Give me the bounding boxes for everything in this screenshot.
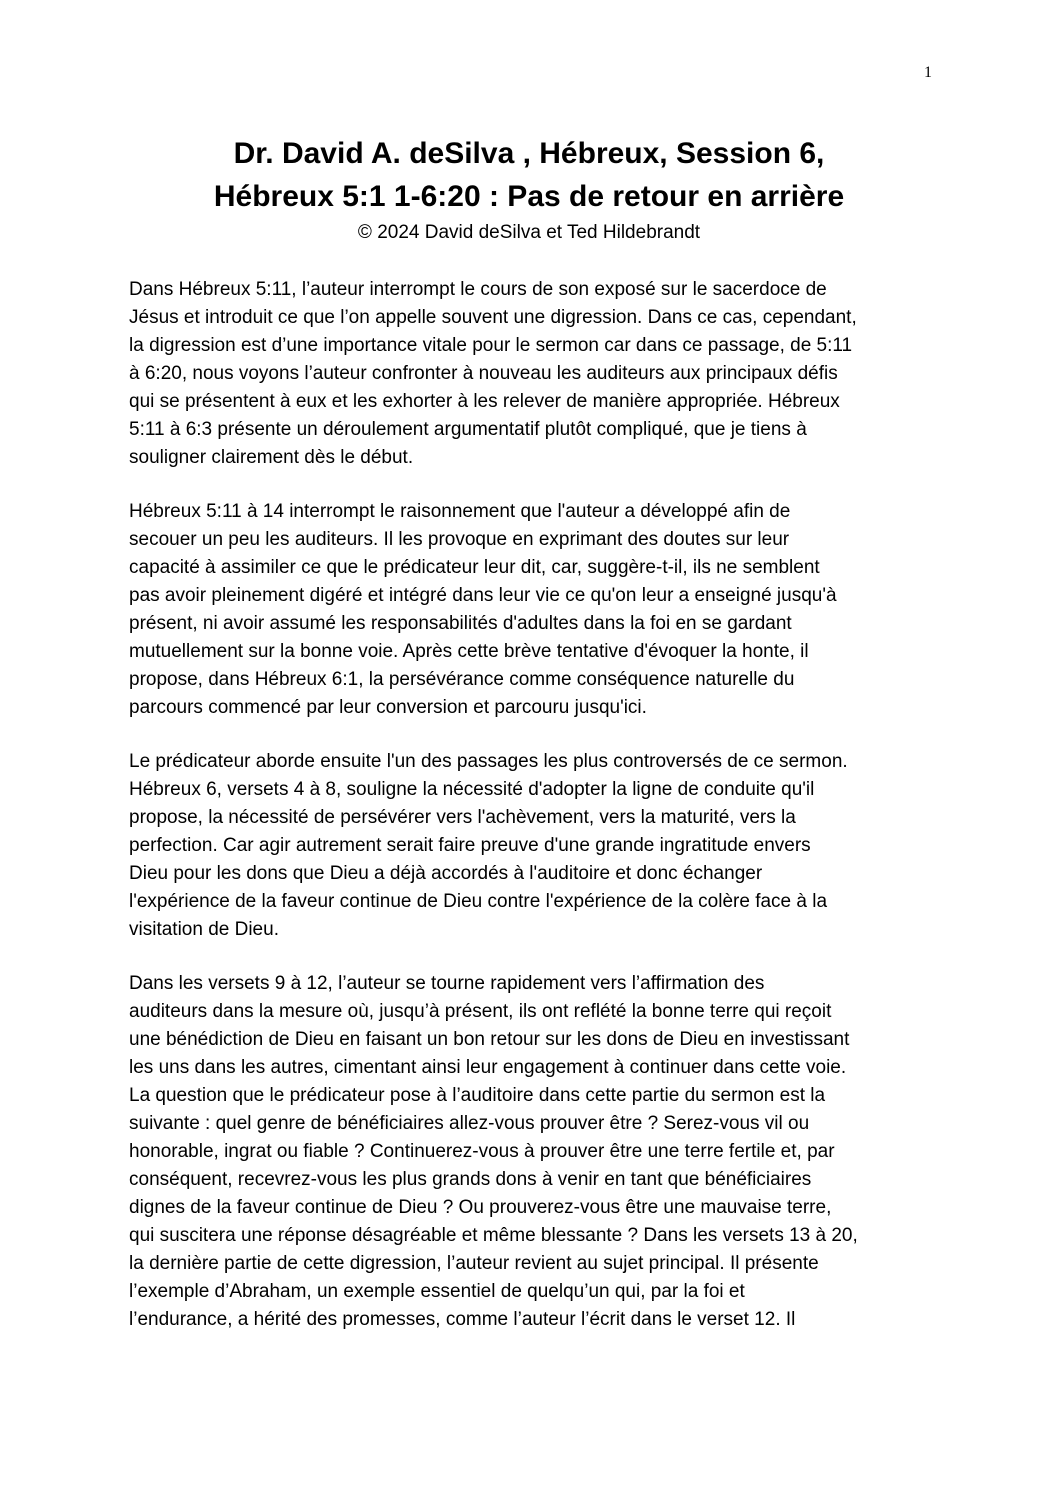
title-line-2: Hébreux 5:1 1-6:20 : Pas de retour en arrière (213, 180, 845, 213)
paragraph: Dans les versets 9 à 12, l’auteur se tourne rapidement vers l’affirmation des auditeurs dans la mesure où, jusqu’à présent, ils ont reflété la bonne terre qui reçoit une bénédiction de Dieu en faisant un bon retour sur les dons de Dieu en investissant les uns dans les autres, cimentant ainsi leur engagement à continuer dans cette voie. La question que le prédicateur pose à l’auditoire dans cette partie du sermon est la suivante : quel genre de bénéficiaires allez-vous prouver être ? Serez-vous vil ou honorable, ingrat ou fiable ? Continuerez-vous à prouver être une terre fertile et, par conséquent, recevrez-vous les plus grands dons à venir en tant que bénéficiaires dignes de la faveur continue de Dieu ? Ou prouverez-vous être une mauvaise terre, qui suscitera une réponse désagréable et même blessante ? Dans les versets 13 à 20, la dernière partie de cette digression, l’auteur revient au sujet principal. Il présente l’exemple d’Abraham, un exemple essentiel de quelqu’un qui, par la foi et l’endurance, a hérité des promesses, comme l’auteur l’écrit dans le verset 12. Il (129, 973, 858, 1330)
document-header (0, 132, 1058, 244)
paragraph: Dans Hébreux 5:11, l’auteur interrompt le cours de son exposé sur le sacerdoce de Jésus et introduit ce que l’on appelle souvent une digression. Dans ce cas, cependant, la digression est d’une importance vitale pour le sermon car dans ce passage, de 5:11 à 6:20, nous voyons l’auteur confronter à nouveau les auditeurs aux principaux défis qui se présentent à eux et les exhorter à les relever de manière appropriée. Hébreux 5:11 à 6:3 présente un déroulement argumentatif plutôt compliqué, que je tiens à souligner clairement dès le début. (129, 279, 857, 468)
paragraph: Le prédicateur aborde ensuite l'un des passages les plus controversés de ce sermon. Hébreux 6, versets 4 à 8, souligne la nécessité d'adopter la ligne de conduite qu'il propose, la nécessité de persévérer vers l'achèvement, vers la maturité, vers la perfection. Car agir autrement serait faire preuve d'une grande ingratitude envers Dieu pour les dons que Dieu a déjà accordés à l'auditoire et donc échanger l'expérience de la faveur continue de Dieu contre l'expérience de la colère face à la visitation de Dieu. (129, 751, 848, 940)
page-number: 1 (924, 64, 932, 81)
copyright-notice: © 2024 David deSilva et Ted Hildebrandt (357, 222, 701, 243)
title-line-1: Dr. David A. deSilva , Hébreux, Session 6, (233, 137, 825, 170)
document-title (0, 132, 1058, 218)
document-body (129, 276, 933, 1360)
paragraph: Hébreux 5:11 à 14 interrompt le raisonnement que l'auteur a développé afin de secouer un peu les auditeurs. Il les provoque en exprimant des doutes sur leur capacité à assimiler ce que le prédicateur leur dit, car, suggère-t-il, ils ne semblent pas avoir pleinement digéré et intégré dans leur vie ce qu'on leur a enseigné jusqu'à présent, ni avoir assumé les responsabilités d'adultes dans la foi en se gardant mutuellement sur la bonne voie. Après cette brève tentative d'évoquer la honte, il propose, dans Hébreux 6:1, la persévérance comme conséquence naturelle du parcours commencé par leur conversion et parcouru jusqu'ici. (129, 501, 837, 718)
